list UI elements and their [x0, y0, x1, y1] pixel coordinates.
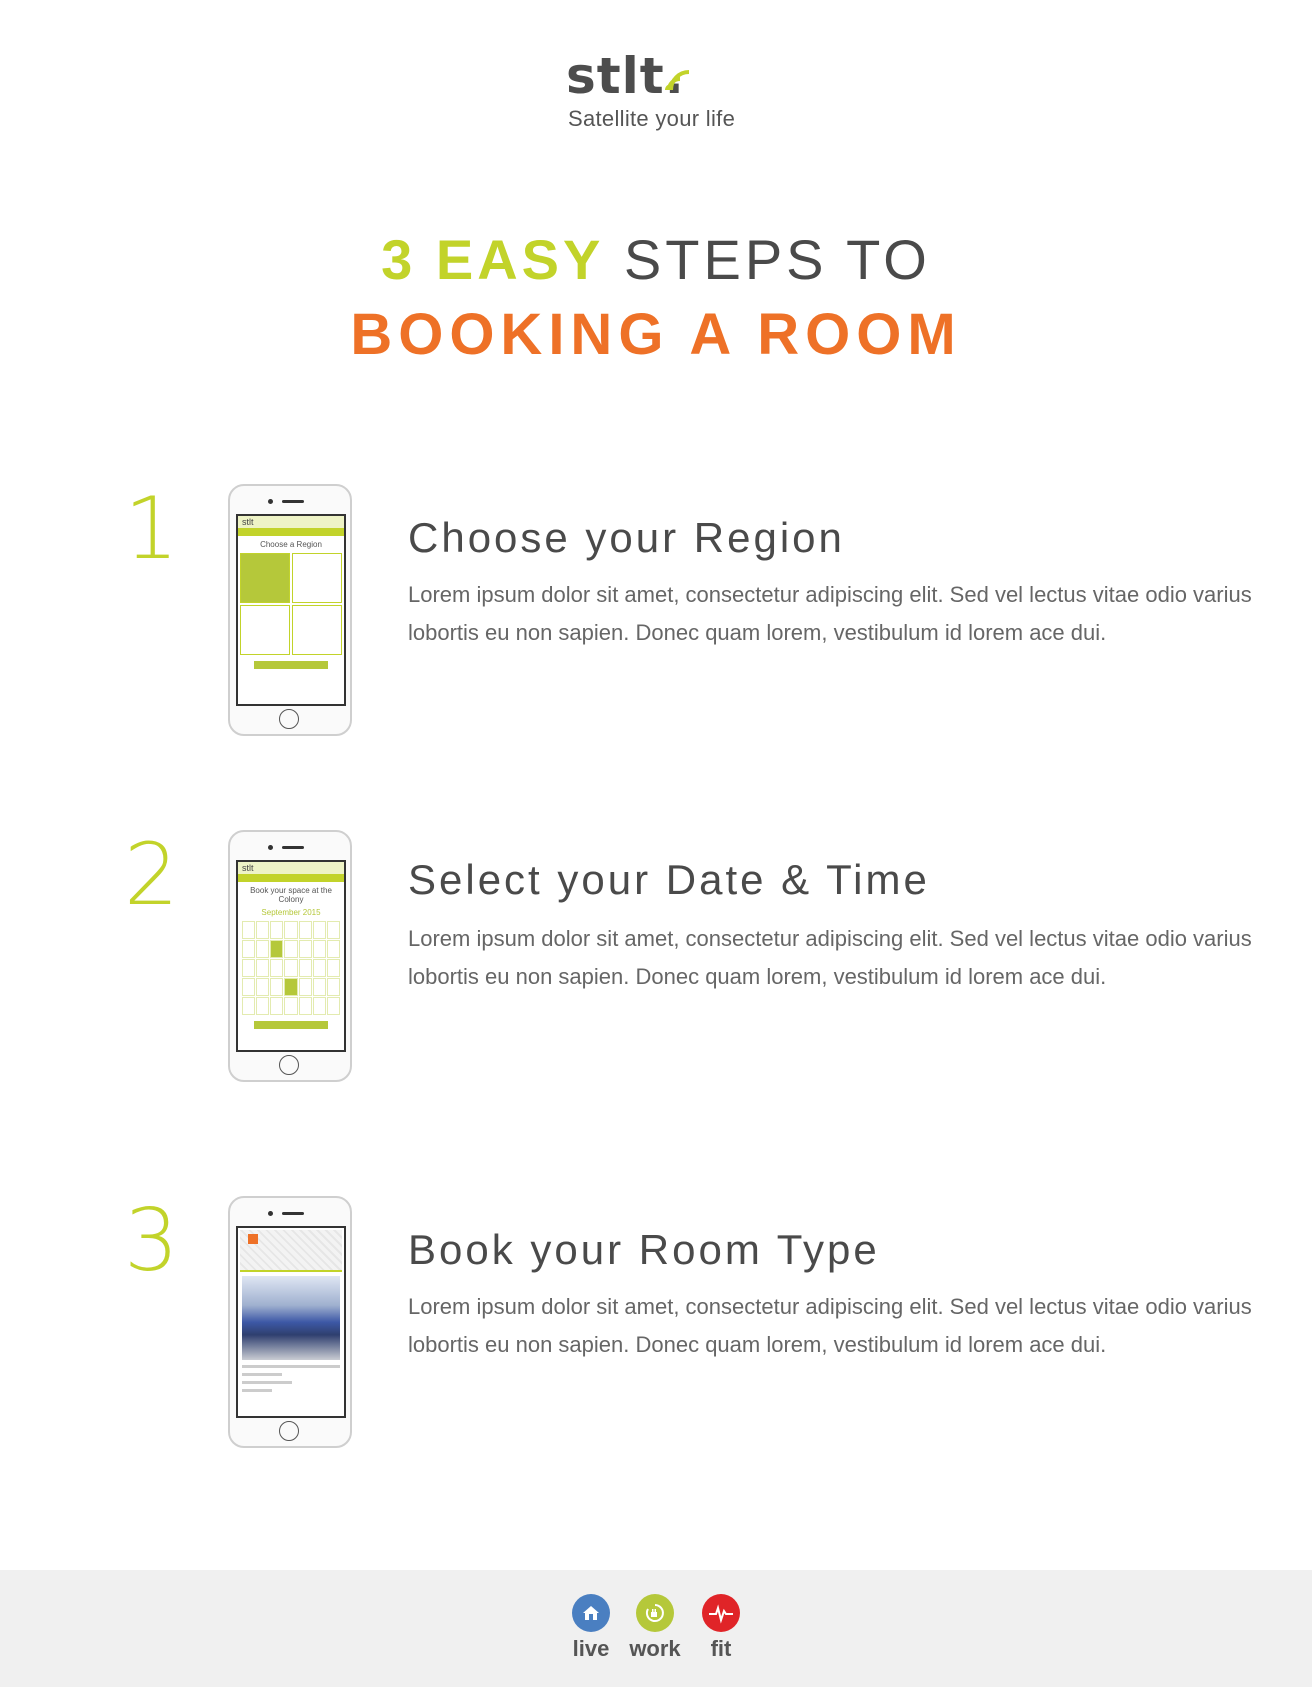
step-title: Book your Room Type [408, 1226, 880, 1273]
footer-label: live [572, 1636, 610, 1661]
brand-logo: stlt. Satellite your life [566, 50, 756, 132]
screen-header: stlt [238, 516, 344, 536]
step-3 [0, 1191, 1312, 1456]
plug-icon [636, 1594, 674, 1632]
step-number: 2 [124, 825, 179, 925]
home-button-icon [279, 1421, 299, 1441]
footer-item-fit[interactable] [691, 1594, 751, 1662]
home-button-icon [279, 709, 299, 729]
step-number: 1 [124, 479, 179, 579]
screen-header: stlt [238, 862, 344, 882]
footer-label: fit [710, 1636, 732, 1661]
step-title: Choose your Region [408, 514, 845, 561]
headline-line-2: BOOKING A ROOM [350, 302, 962, 367]
phone-screen [236, 1226, 346, 1418]
step-description: Lorem ipsum dolor sit amet, consectetur adipiscing elit. Sed vel lectus vitae odio varius lobortis eu non sapien. Donec quam lorem, vestibulum id lorem ace dui. [408, 582, 1252, 645]
phone-screen [236, 860, 346, 1052]
step-number: 3 [124, 1191, 179, 1291]
footer-item-live[interactable] [561, 1594, 621, 1662]
headline-emphasis: 3 EASY [381, 228, 605, 291]
step-description: Lorem ipsum dolor sit amet, consectetur adipiscing elit. Sed vel lectus vitae odio varius lobortis eu non sapien. Donec quam lorem, vestibulum id lorem ace dui. [408, 926, 1252, 989]
footer-label: work [629, 1636, 681, 1661]
step-1 [0, 479, 1312, 744]
phone-mockup [228, 830, 352, 1082]
house-icon [572, 1594, 610, 1632]
phone-mockup [228, 484, 352, 736]
headline-rest: STEPS TO [623, 228, 931, 291]
phone-screen [236, 514, 346, 706]
region-tile [240, 553, 290, 603]
step-2 [0, 825, 1312, 1090]
room-photo [242, 1276, 340, 1360]
heartbeat-icon [702, 1594, 740, 1632]
calendar-month: September 2015 [261, 908, 321, 917]
screen-button [254, 1021, 328, 1029]
floor-plan-image [240, 1230, 342, 1272]
phone-mockup [228, 1196, 352, 1448]
region-tile [240, 605, 290, 655]
step-title: Select your Date & Time [408, 856, 930, 903]
screen-title: Choose a Region [260, 540, 322, 549]
footer [0, 1570, 1312, 1687]
screen-title: Book your space at the Colony [250, 886, 332, 904]
calendar-grid [238, 921, 344, 1015]
headline-line-1 [0, 228, 1312, 292]
screen-button [254, 661, 328, 669]
footer-item-work[interactable] [625, 1594, 685, 1662]
logo-wordmark: stlt [566, 47, 665, 105]
signal-icon [661, 64, 697, 94]
region-tile [292, 553, 342, 603]
brand-tagline: Satellite your life [568, 106, 736, 131]
step-description: Lorem ipsum dolor sit amet, consectetur adipiscing elit. Sed vel lectus vitae odio varius lobortis eu non sapien. Donec quam lorem, vestibulum id lorem ace dui. [408, 1294, 1252, 1357]
home-button-icon [279, 1055, 299, 1075]
region-tile [292, 605, 342, 655]
